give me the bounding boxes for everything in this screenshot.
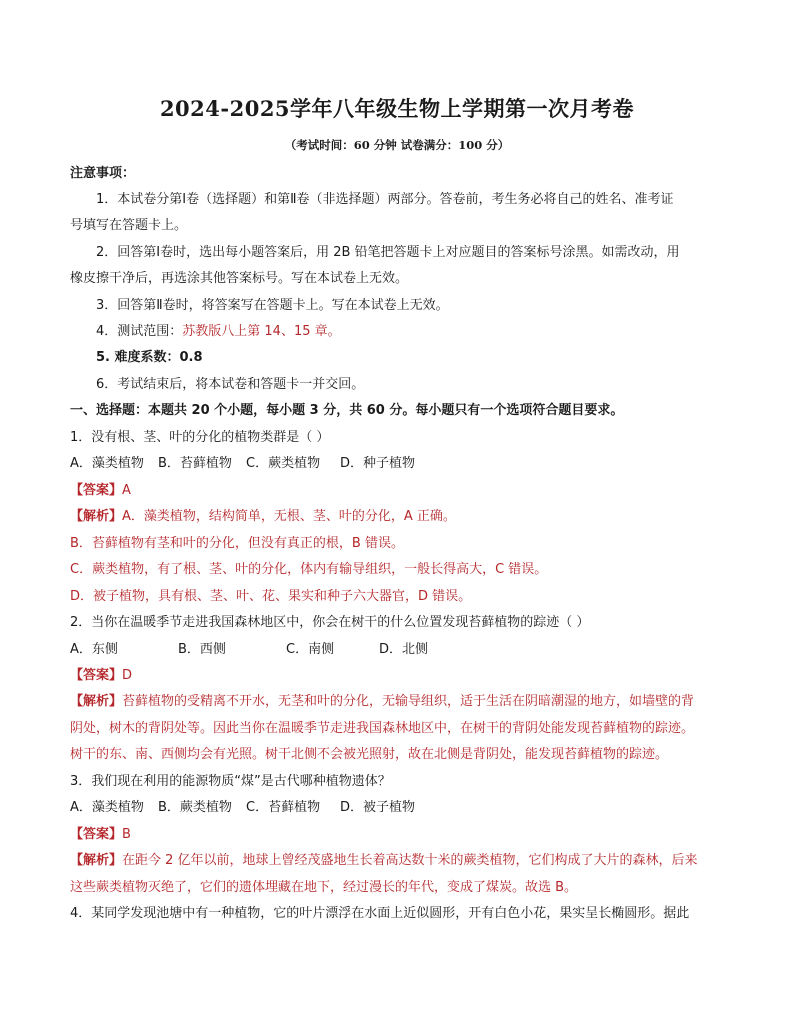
notice-item-1a: 1．本试卷分第Ⅰ卷（选择题）和第Ⅱ卷（非选择题）两部分。答卷前，考生务必将自己的姓名、准考证 <box>96 192 674 207</box>
question-3-answer <box>70 827 730 843</box>
question-3-analysis <box>70 853 730 869</box>
analysis-line: 阴处，树木的背阴处等。因此当你在温暖季节走进我国森林地区中，在树干的背阴处能发现苔藓植物的踪迹。 <box>70 721 695 736</box>
notice-item-4-prefix: 4．测试范围： <box>96 324 183 339</box>
question-3-options <box>70 800 730 816</box>
q2-option-d: D．北侧 <box>379 642 429 657</box>
question-3-stem: 3．我们现在利用的能源物质“煤”是古代哪种植物遗体？ <box>70 774 391 789</box>
analysis-text: 在距今 2 亿年以前，地球上曾经茂盛地生长着高达数十米的蕨类植物，它们构成了大片的森林，后来 <box>122 853 698 868</box>
answer-tag: 【答案】 <box>70 827 123 842</box>
answer-tag: 【答案】 <box>70 668 123 683</box>
section-heading: 一、选择题：本题共 20 个小题，每小题 3 分，共 60 分。每小题只有一个选项符合题目要求。 <box>70 403 624 418</box>
analysis-tag: 【解析】 <box>70 509 123 524</box>
analysis-text: 苔藓植物的受精离不开水，无茎和叶的分化，无输导组织，适于生活在阴暗潮湿的地方，如墙壁的背 <box>122 694 695 709</box>
exam-title: 2024-2025学年八年级生物上学期第一次月考卷 <box>159 96 635 121</box>
q2-option-c: C．南侧 <box>286 642 335 657</box>
question-2-analysis <box>70 694 730 710</box>
question-2-stem: 2．当你在温暖季节走进我国森林地区中，你会在树干的什么位置发现苔藓植物的踪迹（ ） <box>70 615 590 630</box>
question-1-answer <box>70 483 730 499</box>
analysis-line: 这些蕨类植物灭绝了，它们的遗体埋藏在地下，经过漫长的年代，变成了煤炭。故选 B。 <box>70 880 578 895</box>
q1-option-d: D．种子植物 <box>340 456 416 471</box>
analysis-line: 树干的东、南、西侧均会有光照。树干北侧不会被光照射，故在北侧是背阴处，能发现苔藓植物的踪迹。 <box>70 747 669 762</box>
answer-value: A <box>122 483 131 498</box>
q3-option-d: D．被子植物 <box>340 800 416 815</box>
q3-option-c: C．苔藓植物 <box>246 800 321 815</box>
question-1-stem: 1．没有根、茎、叶的分化的植物类群是（ ） <box>70 430 330 445</box>
notice-item-1b: 号填写在答题卡上。 <box>70 218 188 233</box>
exam-subtitle: （考试时间：60 分钟 试卷满分：100 分） <box>284 138 510 152</box>
notice-item-4 <box>96 324 756 340</box>
q2-option-a: A．东侧 <box>70 642 118 657</box>
answer-tag: 【答案】 <box>70 483 123 498</box>
q1-option-b: B．苔藓植物 <box>158 456 232 471</box>
notice-item-5: 5. 难度系数：0.8 <box>96 350 203 365</box>
q2-option-b: B．西侧 <box>178 642 226 657</box>
notice-item-2b: 橡皮擦干净后，再选涂其他答案标号。写在本试卷上无效。 <box>70 271 409 286</box>
question-2-options <box>70 642 730 658</box>
notice-item-6: 6．考试结束后，将本试卷和答题卡一并交回。 <box>96 377 365 392</box>
question-4-stem: 4．某同学发现池塘中有一种植物，它的叶片漂浮在水面上近似圆形，开有白色小花，果实呈长椭圆形。据此 <box>70 906 690 921</box>
q3-option-a: A．藻类植物 <box>70 800 144 815</box>
notice-item-3: 3．回答第Ⅱ卷时，将答案写在答题卡上。写在本试卷上无效。 <box>96 298 449 313</box>
analysis-tag: 【解析】 <box>70 853 123 868</box>
analysis-line: C．蕨类植物，有了根、茎、叶的分化，体内有输导组织，一般长得高大，C 错误。 <box>70 562 548 577</box>
q3-option-b: B．蕨类植物 <box>158 800 232 815</box>
answer-value: B <box>122 827 131 842</box>
q1-option-c: C．蕨类植物 <box>246 456 321 471</box>
analysis-tag: 【解析】 <box>70 694 123 709</box>
question-1-analysis <box>70 509 730 525</box>
notice-heading: 注意事项： <box>70 166 136 181</box>
question-2-answer <box>70 668 730 684</box>
q1-option-a: A．藻类植物 <box>70 456 144 471</box>
test-range: 苏教版八上第 14、15 章。 <box>182 324 341 339</box>
analysis-line: D．被子植物，具有根、茎、叶、花、果实和种子六大器官，D 错误。 <box>70 589 472 604</box>
analysis-line: B．苔藓植物有茎和叶的分化，但没有真正的根，B 错误。 <box>70 536 404 551</box>
notice-item-2a: 2．回答第Ⅰ卷时，选出每小题答案后，用 2B 铅笔把答题卡上对应题目的答案标号涂黑。如需改动，用 <box>96 245 680 260</box>
question-1-options <box>70 456 730 472</box>
analysis-text: A．藻类植物，结构简单，无根、茎、叶的分化，A 正确。 <box>122 509 456 524</box>
answer-value: D <box>122 668 133 683</box>
